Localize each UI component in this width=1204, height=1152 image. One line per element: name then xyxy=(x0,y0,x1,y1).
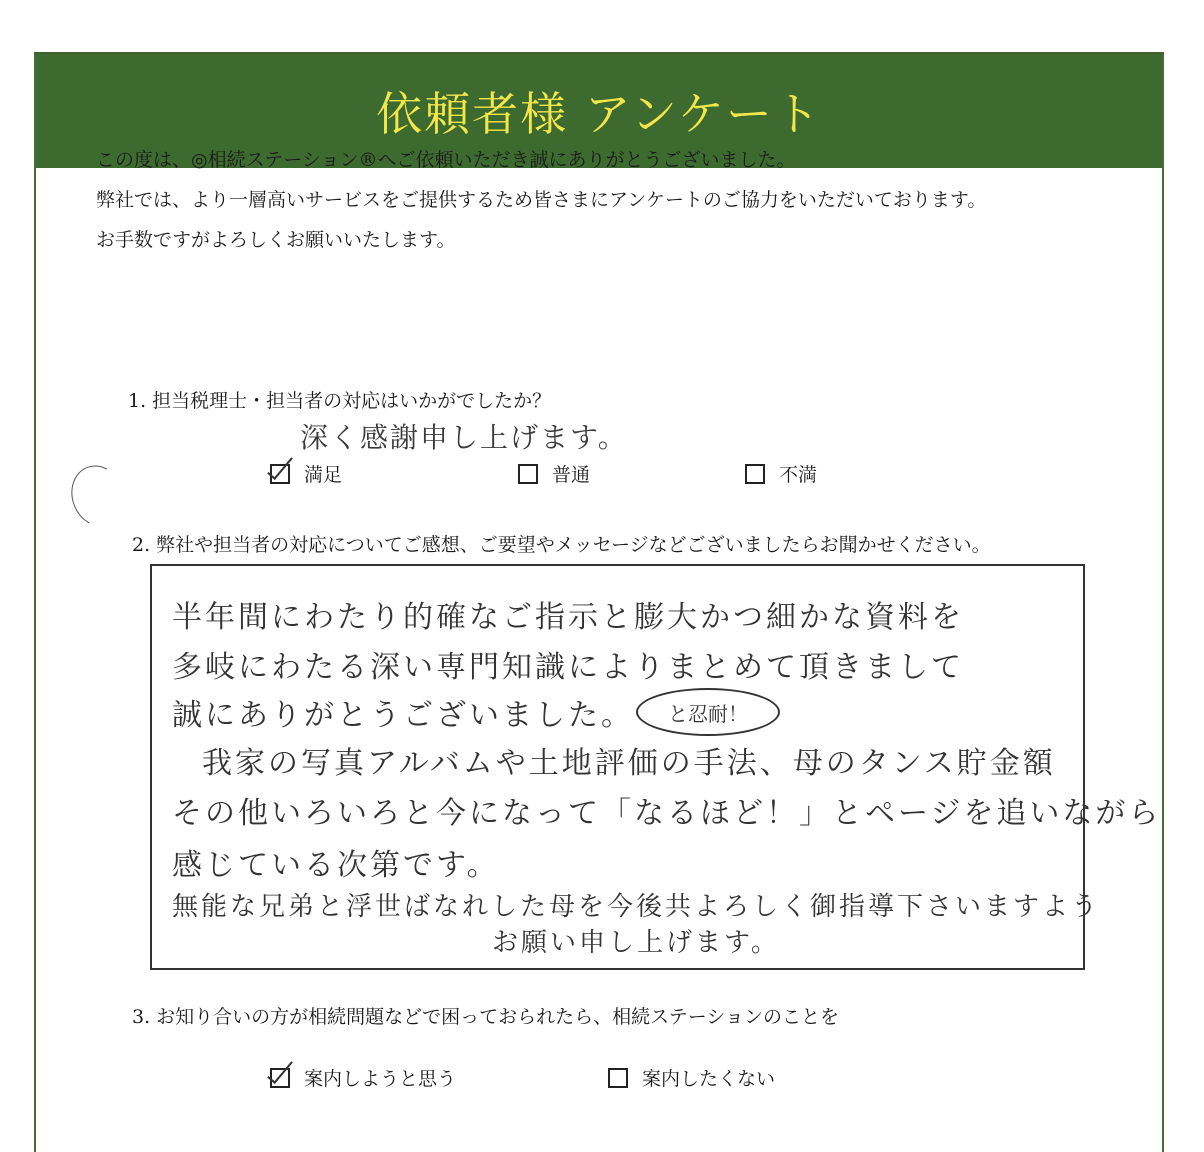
checkbox-checked[interactable] xyxy=(270,1068,290,1088)
question-3: 3. お知り合いの方が相続問題などで困っておられたら、相続ステーションのことを xyxy=(132,1006,840,1028)
comment-box[interactable] xyxy=(150,564,1162,970)
comment-line: 誠にありがとうございました。 xyxy=(172,698,634,733)
comment-line: その他いろいろと今になって「なるほど！」とページを追いながら xyxy=(172,796,1162,831)
checkbox[interactable] xyxy=(608,1068,628,1088)
intro-line-2: 弊社では、より一層高いサービスをご提供するため皆さまにアンケートのご協力をいただいております。 xyxy=(96,189,987,211)
intro-text xyxy=(96,140,986,260)
q1-option-label: 不満 xyxy=(779,464,818,486)
q3-option-label: 案内しようと思う xyxy=(304,1068,457,1090)
question-1: 1. 担当税理士・担当者の対応はいかがでしたか？ xyxy=(128,390,552,412)
q1-option-dissatisfied[interactable] xyxy=(745,460,817,487)
q3-option-label: 案内したくない xyxy=(642,1068,776,1090)
intro-line-1: この度は、◎相続ステーション®へご依頼いただき誠にありがとうございました。 xyxy=(96,149,796,171)
comment-line: 感じている次第です。 xyxy=(172,848,500,883)
comment-line: 多岐にわたる深い専門知識によりまとめて頂きまして xyxy=(172,650,964,685)
q1-option-label: 普通 xyxy=(552,464,591,486)
q3-option-recommend[interactable] xyxy=(270,1064,456,1091)
checkbox[interactable] xyxy=(518,464,538,484)
comment-line: 無能な兄弟と浮世ばなれした母を今後共よろしく御指導下さいますよう xyxy=(172,892,1101,922)
speech-bubble: と忍耐！ xyxy=(636,688,780,736)
q3-option-not-recommend[interactable] xyxy=(608,1064,775,1091)
checkbox-checked[interactable] xyxy=(270,464,290,484)
comment-line: 半年間にわたり的確なご指示と膨大かつ細かな資料を xyxy=(172,600,964,635)
checkbox[interactable] xyxy=(745,464,765,484)
q1-option-satisfied[interactable] xyxy=(270,460,342,487)
q1-option-normal[interactable] xyxy=(518,460,590,487)
q1-option-label: 満足 xyxy=(304,464,343,486)
comment-line: お願い申し上げます。 xyxy=(492,928,780,958)
q1-handwritten-note: 深く感謝申し上げます。 xyxy=(300,421,628,454)
comment-line: 我家の写真アルバムや土地評価の手法、母のタンス貯金額 xyxy=(202,746,1056,781)
survey-title: 依頼者様 アンケート xyxy=(376,87,822,141)
question-2: 2. 弊社や担当者の対応についてご感想、ご要望やメッセージなどございましたらお聞かせください。 xyxy=(132,534,991,556)
intro-line-3: お手数ですがよろしくお願いいたします。 xyxy=(96,229,456,251)
